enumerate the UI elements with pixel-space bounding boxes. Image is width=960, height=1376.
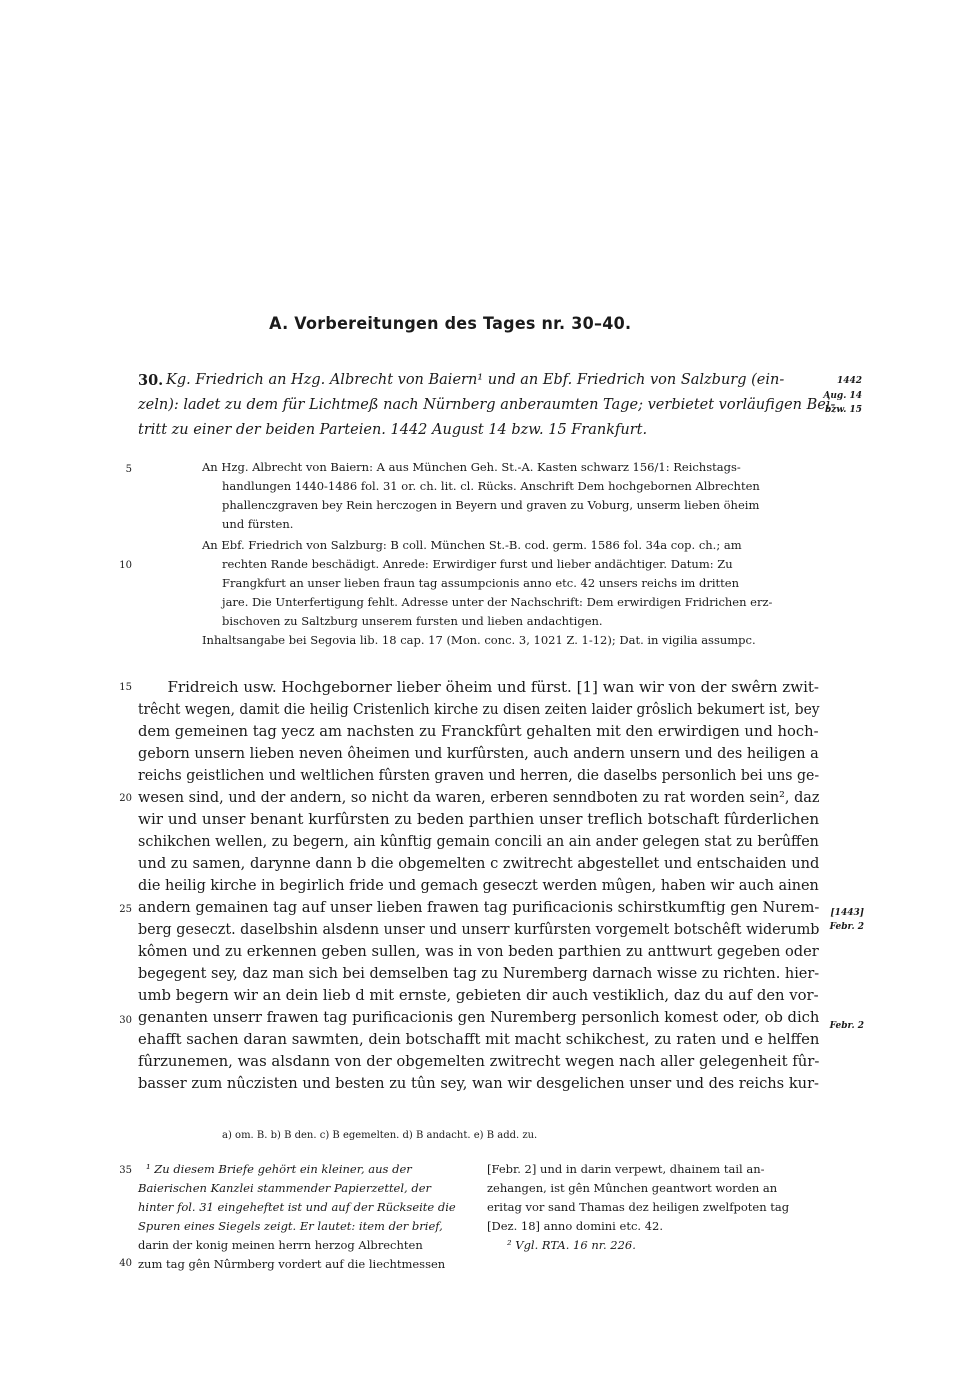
line-number: 40 [119,1258,132,1269]
footnote-line: darin der konig meinen herrn herzog Albrechten [138,1238,423,1252]
footnote-line: [Febr. 2] und in darin verpewt, dhainem tail an- [487,1162,765,1176]
body-line: berg geseczt. daselbshin alsdenn unser und unserr kurfûrsten vorgemelt botschêft widerumb [138,920,820,938]
margin-date-alt: bzw. 15 [824,405,862,415]
source-line: An Hzg. Albrecht von Baiern: A aus München Geh. St.-A. Kasten schwarz 156/1: Reichstags- [202,460,741,474]
body-line: umb begern wir an dein lieb d mit ernste, gebieten dir auch vestiklich, daz du auf den vor- [138,986,819,1004]
footnote-line: zum tag gên Nûrmberg vordert auf die liechtmessen [138,1257,446,1271]
line-number: 35 [119,1165,132,1176]
body-line: fûrzunemen, was alsdann von der obgemelten zwitrecht wegen nach aller gelegenheit fûr- [138,1052,820,1070]
source-line: jare. Die Unterfertigung fehlt. Adresse unter der Nachschrift: Dem erwirdigen Fridrichen erz- [222,595,773,609]
source-line: An Ebf. Friedrich von Salzburg: B coll. München St.-B. cod. germ. 1586 fol. 34a cop. ch.; am [202,538,742,552]
body-line: begegent sey, daz man sich bei demselben tag zu Nuremberg darnach wisse zu richten. hier- [138,964,820,982]
line-number: 5 [125,464,132,475]
body-line: dem gemeinen tag yecz am nachsten zu Franckfûrt gehalten mit den erwirdigen und hoch- [138,722,819,740]
footnote-line: Spuren eines Siegels zeigt. Er lautet: item der brief, [138,1219,443,1233]
body-line: geborn unsern lieben neven ôheimen und kurfûrsten, auch andern unsern und des heiligen a [138,744,819,762]
source-line: bischoven zu Saltzburg unserem fursten und lieben andachtigen. [222,614,603,628]
body-line: wir und unser benant kurfûrsten zu beden parthien unser treflich botschaft fûrderlichen [138,810,820,828]
letter-body [138,676,819,1094]
margin-note-year: [1443] [830,908,864,918]
margin-date-month: Aug. 14 [823,391,862,401]
section-title: A. Vorbereitungen des Tages nr. 30–40. [269,314,632,334]
body-line: ehafft sachen daran sawmten, dein botschafft mit macht schikchest, zu raten und e helffen [138,1030,820,1048]
source-line: Inhaltsangabe bei Segovia lib. 18 cap. 17 (Mon. conc. 3, 1021 Z. 1-12); Dat. in vigilia assumpc. [202,633,756,647]
source-line: handlungen 1440-1486 fol. 31 or. ch. lit. cl. Rücks. Anschrift Dem hochgebornen Albrechten [222,479,760,493]
margin-date-year: 1442 [836,376,862,386]
body-line: basser zum nûczisten und besten zu tûn sey, wan wir desgelichen unser und des reichs kur- [138,1074,820,1092]
body-line: genanten unserr frawen tag purificacionis gen Nuremberg personlich komest oder, ob dich [138,1008,820,1026]
body-line: reichs geistlichen und weltlichen fûrsten graven und herren, die daselbs personlich bei uns ge- [138,766,820,784]
line-number: 20 [119,793,132,804]
line-number: 30 [119,1015,132,1026]
footnote-line: hinter fol. 31 eingeheftet ist und auf der Rückseite die [138,1200,456,1214]
margin-note-date: Febr. 2 [829,922,864,932]
footnote-line: eritag vor sand Thamas dez heiligen zwelfpoten tag [487,1200,790,1214]
source-line: und fürsten. [222,517,294,531]
margin-note-date: Febr. 2 [829,1021,864,1031]
source-line: Frangkfurt an unser lieben fraun tag assumpcionis anno etc. 42 unsers reichs im dritten [222,576,739,590]
line-number: 15 [119,682,132,693]
body-line: andern gemainen tag auf unser lieben frawen tag purificacionis schirstkumftig gen Nurem- [138,898,820,916]
source-line: rechten Rande beschädigt. Anrede: Erwirdiger furst und lieber andächtiger. Datum: Zu [222,557,733,571]
line-number: 10 [119,560,132,571]
body-line: wesen sind, und der andern, so nicht da waren, erberen senndboten zu rat worden sein², daz [138,788,820,806]
footnote-line: zehangen, ist gên Mûnchen geantwort worden an [487,1181,778,1195]
body-line: trêcht wegen, damit die heilig Cristenlich kirche zu disen zeiten laider grôslich bekumert ist, bey [138,700,820,718]
body-line: schikchen wellen, zu begern, ain kûnftig gemain concili an ain ander gelegen stat zu berûffen [138,832,819,850]
heading-line-2: zeln): ladet zu dem für Lichtmeß nach Nürnberg anberaumten Tage; verbietet vorläufigen Bei- [138,397,836,413]
textual-notes: a) om. B. b) B den. c) B egemelten. d) B andacht. e) B add. zu. [222,1130,538,1141]
source-line: phallenczgraven bey Rein herczogen in Beyern und graven zu Voburg, unserm lieben öheim [222,498,760,512]
footnote-line: ¹ Zu diesem Briefe gehört ein kleiner, aus der [146,1162,412,1176]
footnote-line: Baierischen Kanzlei stammender Papierzettel, der [138,1181,432,1195]
body-line: und zu samen, darynne dann b die obgemelten c zwitrecht abgestellet und entschaiden und [138,854,820,872]
line-number: 25 [119,904,132,915]
footnote-line: [Dez. 18] anno domini etc. 42. [487,1219,663,1233]
body-line: Fridreich usw. Hochgeborner lieber öheim und fürst. [1] wan wir von der swêrn zwit- [167,678,820,696]
footnote-line: ² Vgl. RTA. 16 nr. 226. [507,1238,636,1252]
body-line: die heilig kirche in begirlich fride und gemach geseczt werden mûgen, haben wir auch ainen [138,876,819,894]
document-number: 30. [138,372,164,389]
heading-line-1: Kg. Friedrich an Hzg. Albrecht von Baiern¹ und an Ebf. Friedrich von Salzburg (ein- [166,372,785,388]
heading-line-3: tritt zu einer der beiden Parteien. 1442 August 14 bzw. 15 Frankfurt. [138,422,648,438]
body-line: kômen und zu erkennen geben sullen, was in von beden parthien zu anttwurt gegeben oder [138,942,819,960]
